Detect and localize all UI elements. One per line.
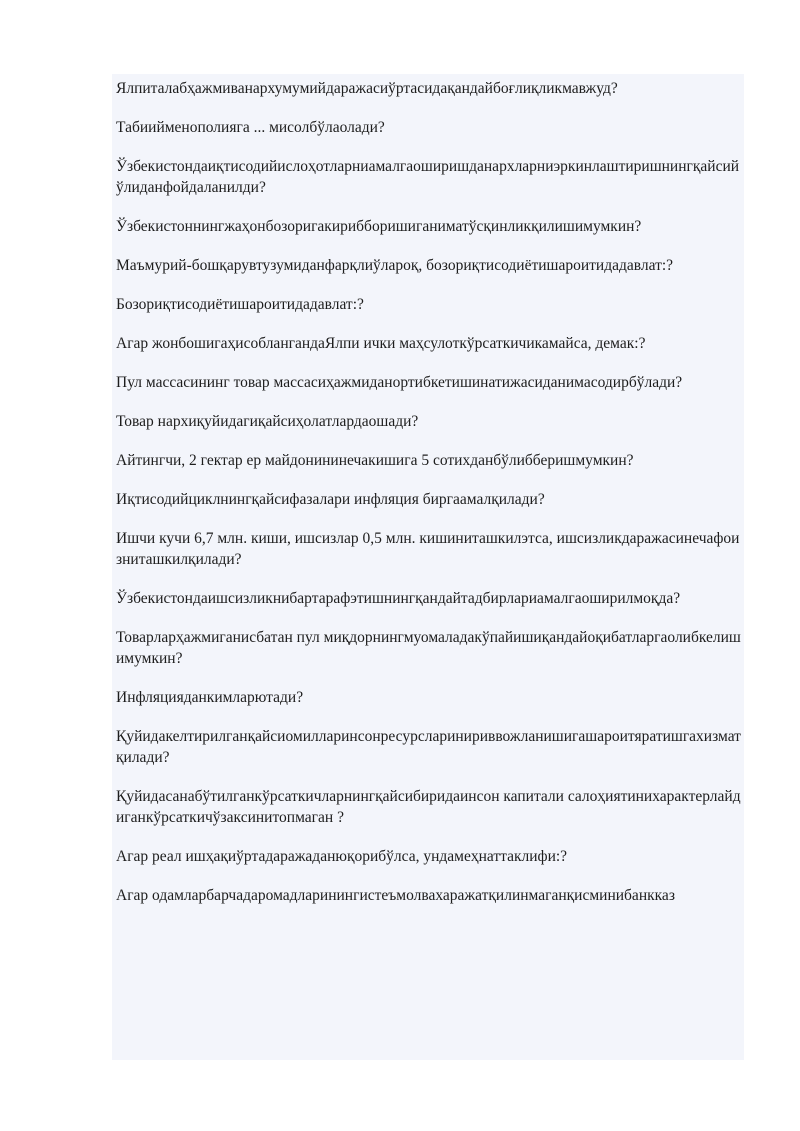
question-item: Ўзбекистондаиқтисодийислоҳотларниамалгаоширишданархларниэркинлаштиришнингқайсийўлиданфойдаланилди? <box>116 158 740 196</box>
question-item: Маъмурий-бошқарувтузумиданфарқлиўлароқ, бозориқтисодиётишароитидадавлат:? <box>116 257 674 274</box>
question-item: Қуйидасанабўтилганкўрсаткичларнингқайсибиридаинсон капитали салоҳиятинихарактерлайдиганкўрсаткичўзаксинитопмаган ? <box>116 788 741 826</box>
question-item: Инфляцияданкимларютади? <box>116 689 304 706</box>
question-item: Товар нархиқуйидагиқайсиҳолатлардаошади? <box>116 413 419 430</box>
question-item: Ўзбекистоннингжаҳонбозоригакириббоpишиганиматўсқинликқилишимумкин? <box>116 218 642 235</box>
question-item: Ишчи кучи 6,7 млн. киши, ишсизлар 0,5 млн. кишиниташкилэтса, ишсизликдаражасинечафоизниташкилқилади? <box>116 530 740 568</box>
question-item: Агар одамларбарчадаромадларинингистеъмолвахаражатқилинмаганқисминибанкказ <box>116 887 675 904</box>
question-item: Пул массасининг товар массасиҳажмиданортибкетишинатижасиданимасодирбўлади? <box>116 374 683 391</box>
question-item: Табиийменополияга ... мисолбўлаолади? <box>116 119 385 136</box>
question-item: Иқтисодийциклнингқайсифазалари инфляция биргаамалқилади? <box>116 491 545 508</box>
question-item: Ўзбекистондаишсизликнибартарафэтишнингқандайтадбирлариамалгаоширилмоқда? <box>116 590 681 607</box>
question-sheet <box>112 74 744 1060</box>
question-item: Товарларҳажмиганисбатан пул миқдорнингмуомаладакўпайишиқандайоқибатларгаолибкелишимумкин? <box>116 629 741 667</box>
question-item: Айтингчи, 2 гектар ер майдонининечакишига 5 сотихданбўлибберишмумкин? <box>116 452 634 469</box>
question-item: Қуйидакелтирилганқайсиомилларинсонресурсларинириввожланишигашароитяратишгахизматқилади? <box>116 728 741 766</box>
question-item: Ялпиталабҳажмиванархумумийдаражасиўртасидақандайбоғлиқликмавжуд? <box>116 80 618 97</box>
question-item: Агар жонбошигаҳисоблангандаЯлпи ички маҳсулоткўрсаткичикамайса, демак:? <box>116 335 646 352</box>
question-item: Агар реал ишҳақиўртадаражаданюқорибўлса, ундамеҳнаттаклифи:? <box>116 848 568 865</box>
question-list <box>116 78 744 924</box>
question-item: Бозориқтисодиётишароитидадавлат:? <box>116 296 364 313</box>
